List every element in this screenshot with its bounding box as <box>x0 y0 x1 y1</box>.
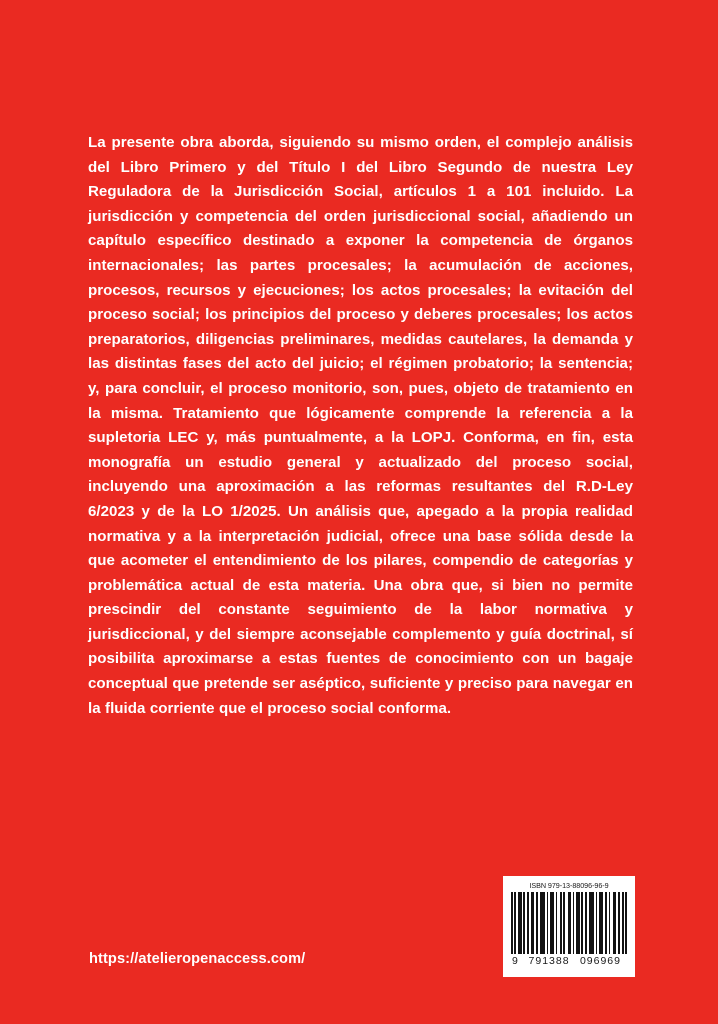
barcode-bar <box>613 892 616 954</box>
barcode-digits <box>511 955 627 967</box>
barcode-bar <box>589 892 594 954</box>
barcode-bar <box>511 892 513 954</box>
barcode-bar <box>573 892 575 954</box>
barcode-bar <box>523 892 525 954</box>
barcode-bar <box>536 892 538 954</box>
barcode-bar <box>618 892 620 954</box>
barcode-bars <box>511 892 627 954</box>
isbn-barcode <box>503 876 635 977</box>
barcode-bar <box>581 892 583 954</box>
barcode-bar <box>625 892 627 954</box>
ean-lead-digit: 9 <box>512 955 519 967</box>
barcode-bar <box>540 892 545 954</box>
barcode-bar <box>596 892 598 954</box>
barcode-bar <box>568 892 571 954</box>
ean-right-group: 096969 <box>579 955 621 967</box>
barcode-bar <box>560 892 562 954</box>
barcode-bar <box>518 892 521 954</box>
ean-left-group: 791388 <box>528 955 570 967</box>
barcode-bar <box>609 892 611 954</box>
barcode-bar <box>556 892 558 954</box>
barcode-bar <box>585 892 587 954</box>
isbn-label: ISBN 979-13-88096-96-9 <box>529 881 609 890</box>
barcode-bar <box>547 892 549 954</box>
barcode-bar <box>599 892 602 954</box>
barcode-bar <box>550 892 553 954</box>
barcode-bar <box>605 892 607 954</box>
barcode-bar <box>622 892 624 954</box>
barcode-bar <box>563 892 565 954</box>
barcode-bar <box>527 892 529 954</box>
barcode-bar <box>514 892 516 954</box>
publisher-url[interactable]: https://atelieropenaccess.com/ <box>89 951 306 967</box>
barcode-bar <box>531 892 534 954</box>
back-cover-blurb <box>88 131 633 721</box>
blurb-paragraph: La presente obra aborda, siguiendo su mismo orden, el complejo análisis del Libro Primero y del Título I del Libro Segundo de nuestra Ley Reguladora de la Jurisdicción Social, artículos 1 a 101 incluido. La jurisdicción y competencia del orden jurisdiccional social, añadiendo un capítulo específico destinado a exponer la competencia de órganos internacionales; las partes procesales; la acumulación de acciones, procesos, recursos y ejecuciones; los actos procesales; la evitación del proceso social; los principios del proceso y deberes procesales; los actos preparatorios, diligencias preliminares, medidas cautelares, la demanda y las distintas fases del acto del juicio; el régimen probatorio; la sentencia; y, para concluir, el proceso monitorio, son, pues, objeto de tratamiento en la misma. Tratamiento que lógicamente comprende la referencia a la supletoria LEC y, más puntualmente, a la LOPJ. Conforma, en fin, esta monografía un estudio general y actualizado del proceso social, incluyendo una aproximación a las reformas resultantes del R.D-Ley 6/2023 y de la LO 1/2025. Un análisis que, apegado a la propia realidad normativa y a la interpretación judicial, ofrece una base sólida desde la que acometer el entendimiento de los pilares, compendio de categorías y problemática actual de esta materia. Una obra que, si bien no permite prescindir del constante seguimiento de la labor normativa y jurisdiccional, y del siempre aconsejable complemento y guía doctrinal, sí posibilita aproximarse a estas fuentes de conocimiento con un bagaje conceptual que pretende ser aséptico, suficiente y preciso para navegar en la fluida corriente que el proceso social conforma. <box>88 134 633 717</box>
barcode-bar <box>576 892 579 954</box>
